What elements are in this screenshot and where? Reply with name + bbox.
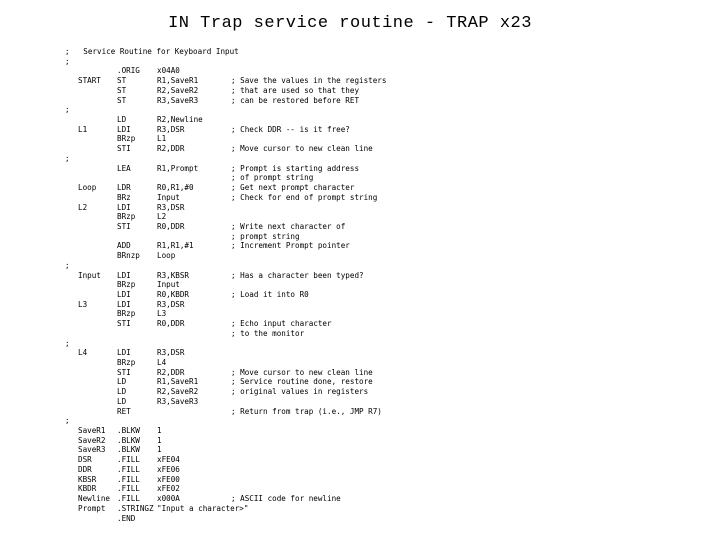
code-label: Loop xyxy=(78,183,97,193)
code-comment: ; prompt string xyxy=(231,231,300,241)
code-operands: Input xyxy=(157,280,180,290)
code-comment: ; Move cursor to new clean line xyxy=(231,144,373,154)
code-opcode: ST xyxy=(117,76,127,86)
code-operands: L3 xyxy=(157,309,167,319)
code-label: L2 xyxy=(78,202,88,212)
code-line xyxy=(65,455,715,465)
code-line xyxy=(65,96,715,106)
code-line xyxy=(65,377,715,387)
code-comment: ; Check DDR -- is it free? xyxy=(231,124,350,134)
code-label: Newline xyxy=(78,494,111,504)
code-operands: L4 xyxy=(157,358,167,367)
code-operands: 1 xyxy=(157,435,162,445)
code-line xyxy=(65,241,715,251)
code-operands: R1,R1,#1 xyxy=(157,241,194,251)
code-operands: R2,Newline xyxy=(157,115,203,125)
code-line xyxy=(65,212,715,222)
code-line xyxy=(65,445,715,455)
code-comment: ; to the monitor xyxy=(231,328,305,338)
code-opcode: LD xyxy=(117,387,127,397)
code-operands: R1,Prompt xyxy=(157,163,199,173)
code-opcode: LDI xyxy=(117,348,131,358)
code-comment: ; original values in registers xyxy=(231,387,369,397)
code-opcode: .FILL xyxy=(117,464,140,474)
code-operands: R2,DDR xyxy=(157,367,185,377)
code-label: L1 xyxy=(78,124,88,134)
code-label: KBDR xyxy=(78,484,97,494)
code-opcode: .FILL xyxy=(117,455,140,465)
code-operands: R0,DDR xyxy=(157,221,185,231)
code-line xyxy=(65,105,715,115)
code-line xyxy=(65,475,715,485)
code-opcode: .END xyxy=(117,513,136,523)
code-opcode: LDI xyxy=(117,289,131,299)
code-operands: 1 xyxy=(157,445,162,455)
code-line xyxy=(65,261,715,271)
code-opcode: RET xyxy=(117,406,131,416)
code-label: Prompt xyxy=(78,503,106,513)
code-opcode: LDI xyxy=(117,124,131,134)
code-line xyxy=(65,164,715,174)
code-operands: R2,SaveR2 xyxy=(157,85,199,95)
code-comment: ; Write next character of xyxy=(231,221,346,231)
code-line xyxy=(65,76,715,86)
code-opcode: LDI xyxy=(117,299,131,309)
code-opcode: LDI xyxy=(117,202,131,212)
code-label: SaveR1 xyxy=(78,426,106,436)
code-operands: R1,SaveR1 xyxy=(157,76,199,86)
code-opcode: ADD xyxy=(117,241,131,251)
code-operands: R3,KBSR xyxy=(157,270,190,280)
code-line xyxy=(65,290,715,300)
code-line xyxy=(65,115,715,125)
code-opcode: BRz xyxy=(117,192,131,202)
code-comment: ; Echo input character xyxy=(231,319,332,329)
code-line xyxy=(65,271,715,281)
code-opcode: .BLKW xyxy=(117,426,140,436)
code-line xyxy=(65,222,715,232)
code-line xyxy=(65,504,715,514)
code-line xyxy=(65,348,715,358)
code-operands: R0,KBDR xyxy=(157,289,190,299)
code-opcode: BRzp xyxy=(117,134,136,144)
code-opcode: .STRINGZ xyxy=(117,503,154,513)
code-comment: ; Save the values in the registers xyxy=(231,76,387,86)
code-opcode: STI xyxy=(117,221,131,231)
code-label: DDR xyxy=(78,464,92,474)
code-line xyxy=(65,251,715,261)
code-label: SaveR2 xyxy=(78,435,106,445)
code-line xyxy=(65,494,715,504)
code-operands: xFE04 xyxy=(157,455,180,465)
code-label: L3 xyxy=(78,299,88,309)
code-operands: "Input a character>" xyxy=(157,503,249,513)
blank-comment-marker: ; xyxy=(65,153,70,163)
code-opcode: LD xyxy=(117,115,127,125)
code-operands: R3,DSR xyxy=(157,202,185,212)
code-comment: ; Prompt is starting address xyxy=(231,163,360,173)
code-line xyxy=(65,416,715,426)
code-opcode: BRnzp xyxy=(117,251,140,261)
code-comment: ; ASCII code for newline xyxy=(231,494,341,504)
code-line xyxy=(65,465,715,475)
code-opcode: LDI xyxy=(117,270,131,280)
code-line xyxy=(65,86,715,96)
code-opcode: .BLKW xyxy=(117,435,140,445)
code-opcode: ST xyxy=(117,85,127,95)
code-line xyxy=(65,319,715,329)
code-operands: R3,DSR xyxy=(157,348,185,358)
code-opcode: STI xyxy=(117,367,131,377)
code-comment: ; Load it into R0 xyxy=(231,289,309,299)
code-operands: x000A xyxy=(157,494,180,504)
code-opcode: BRzp xyxy=(117,358,136,367)
code-line xyxy=(65,397,715,407)
code-opcode: .ORIG xyxy=(117,66,140,76)
code-line xyxy=(65,183,715,193)
code-line xyxy=(65,484,715,494)
code-label: SaveR3 xyxy=(78,445,106,455)
code-operands: Input xyxy=(157,192,180,202)
code-line xyxy=(65,203,715,213)
code-line xyxy=(65,193,715,203)
code-opcode: ST xyxy=(117,95,127,105)
code-line xyxy=(65,358,715,368)
code-opcode: .FILL xyxy=(117,474,140,484)
blank-comment-marker: ; xyxy=(65,105,70,115)
code-label: START xyxy=(78,76,101,86)
code-line xyxy=(65,309,715,319)
code-operands: L1 xyxy=(157,134,167,144)
code-opcode: .BLKW xyxy=(117,445,140,455)
code-operands: Loop xyxy=(157,251,176,261)
code-line xyxy=(65,57,715,67)
blank-comment-marker: ; xyxy=(65,56,70,66)
code-operands: 1 xyxy=(157,426,162,436)
code-line xyxy=(65,387,715,397)
code-line xyxy=(65,154,715,164)
page-title: IN Trap service routine - TRAP x23 xyxy=(168,14,532,33)
code-line xyxy=(65,426,715,436)
code-line xyxy=(65,407,715,417)
code-operands: R3,DSR xyxy=(157,124,185,134)
code-operands: x04A0 xyxy=(157,66,180,76)
code-line xyxy=(65,280,715,290)
code-opcode: BRzp xyxy=(117,280,136,290)
code-operands: R2,DDR xyxy=(157,144,185,154)
code-opcode: LD xyxy=(117,396,127,406)
blank-comment-marker: ; xyxy=(65,416,70,426)
code-label: KBSR xyxy=(78,474,97,484)
code-comment: ; Has a character been typed? xyxy=(231,270,364,280)
code-operands: R2,SaveR2 xyxy=(157,387,199,397)
code-opcode: BRzp xyxy=(117,309,136,319)
code-comment: ; can be restored before RET xyxy=(231,95,360,105)
code-line xyxy=(65,144,715,154)
code-operands: R1,SaveR1 xyxy=(157,377,199,387)
code-line xyxy=(65,173,715,183)
code-operands: R3,SaveR3 xyxy=(157,396,199,406)
code-comment: ; Return from trap (i.e., JMP R7) xyxy=(231,406,382,416)
code-comment: ; Move cursor to new clean line xyxy=(231,367,373,377)
code-line xyxy=(65,66,715,76)
blank-comment-marker: ; xyxy=(65,260,70,270)
code-operands: xFE06 xyxy=(157,464,180,474)
code-opcode: STI xyxy=(117,144,131,154)
code-line xyxy=(65,232,715,242)
code-operands: xFE00 xyxy=(157,474,180,484)
code-operands: xFE02 xyxy=(157,484,180,494)
code-line xyxy=(65,47,715,57)
code-operands: R0,R1,#0 xyxy=(157,183,194,193)
code-opcode: LDR xyxy=(117,183,131,193)
code-line xyxy=(65,134,715,144)
code-opcode: LEA xyxy=(117,163,131,173)
code-line xyxy=(65,436,715,446)
code-line xyxy=(65,339,715,349)
code-opcode: .FILL xyxy=(117,494,140,504)
code-comment: ; that are used so that they xyxy=(231,85,360,95)
code-line xyxy=(65,329,715,339)
code-label: Input xyxy=(78,270,101,280)
code-comment: ; Increment Prompt pointer xyxy=(231,241,350,251)
code-comment: ; Get next prompt character xyxy=(231,183,355,193)
code-comment: ; Check for end of prompt string xyxy=(231,192,378,202)
code-opcode: STI xyxy=(117,319,131,329)
code-opcode: BRzp xyxy=(117,212,136,222)
code-line xyxy=(65,300,715,310)
blank-comment-marker: ; xyxy=(65,338,70,348)
code-operands: L2 xyxy=(157,212,167,222)
code-operands: R0,DDR xyxy=(157,319,185,329)
code-comment: ; Service routine done, restore xyxy=(231,377,373,387)
header-comment: ; Service Routine for Keyboard Input xyxy=(65,47,239,56)
code-operands: R3,SaveR3 xyxy=(157,95,199,105)
code-label: L4 xyxy=(78,348,88,358)
code-line xyxy=(65,125,715,135)
code-line xyxy=(65,514,715,524)
code-line xyxy=(65,368,715,378)
code-comment: ; of prompt string xyxy=(231,173,314,183)
code-label: DSR xyxy=(78,455,92,465)
code-opcode: LD xyxy=(117,377,127,387)
assembly-listing xyxy=(65,47,715,523)
code-opcode: .FILL xyxy=(117,484,140,494)
code-operands: R3,DSR xyxy=(157,299,185,309)
